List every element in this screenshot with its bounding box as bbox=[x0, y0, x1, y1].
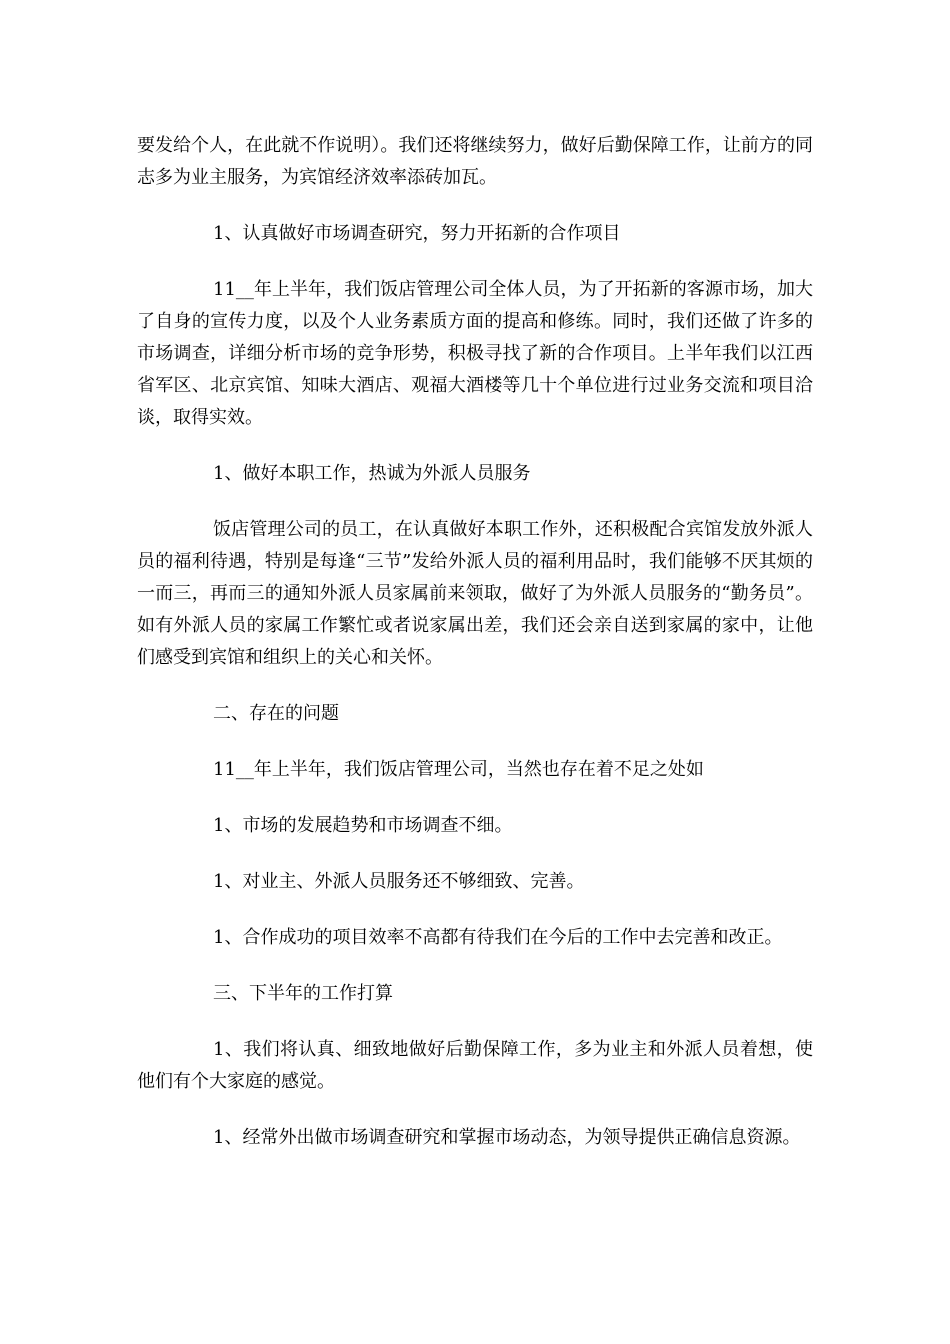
paragraph-problems-intro: 11__年上半年，我们饭店管理公司，当然也存在着不足之处如 bbox=[213, 759, 704, 780]
paragraph-market-research: 11__年上半年，我们饭店管理公司全体人员，为了开拓新的客源市场，加大了自身的宣传力度，以及个人业务素质方面的提高和修练。同时，我们还做了许多的市场调查，详细分析市场的竞争形势，积极寻找了新的合作项目。上半年我们以江西省军区、北京宾馆、知味大酒店、观福大酒楼等几十个单位进行过业务交流和项目洽谈，取得实效。 bbox=[137, 279, 813, 428]
paragraph-continuation: 要发给个人，在此就不作说明）。我们还将继续努力，做好后勤保障工作，让前方的同志多为业主服务，为宾馆经济效率添砖加瓦。 bbox=[137, 135, 813, 188]
problem-item-1: 1、市场的发展趋势和市场调查不细。 bbox=[213, 815, 513, 836]
plan-item-1: 1、我们将认真、细致地做好后勤保障工作，多为业主和外派人员着想，使他们有个大家庭的感觉。 bbox=[137, 1039, 813, 1092]
plan-item-2: 1、经常外出做市场调查研究和掌握市场动态，为领导提供正确信息资源。 bbox=[213, 1127, 801, 1148]
section-heading-problems: 二、存在的问题 bbox=[213, 703, 339, 724]
document-body bbox=[137, 130, 813, 1154]
heading-service-staff: 1、做好本职工作，热诚为外派人员服务 bbox=[213, 463, 531, 484]
paragraph-service-staff: 饭店管理公司的员工，在认真做好本职工作外，还积极配合宾馆发放外派人员的福利待遇，特别是每逢“三节”发给外派人员的福利用品时，我们能够不厌其烦的一而三，再而三的通知外派人员家属前来领取，做好了为外派人员服务的“勤务员”。如有外派人员的家属工作繁忙或者说家属出差，我们还会亲自送到家属的家中，让他们感受到宾馆和组织上的关心和关怀。 bbox=[137, 519, 813, 668]
problem-item-3: 1、合作成功的项目效率不高都有待我们在今后的工作中去完善和改正。 bbox=[213, 927, 783, 948]
heading-market-research: 1、认真做好市场调查研究，努力开拓新的合作项目 bbox=[213, 223, 621, 244]
problem-item-2: 1、对业主、外派人员服务还不够细致、完善。 bbox=[213, 871, 585, 892]
section-heading-plans: 三、下半年的工作打算 bbox=[213, 983, 393, 1004]
